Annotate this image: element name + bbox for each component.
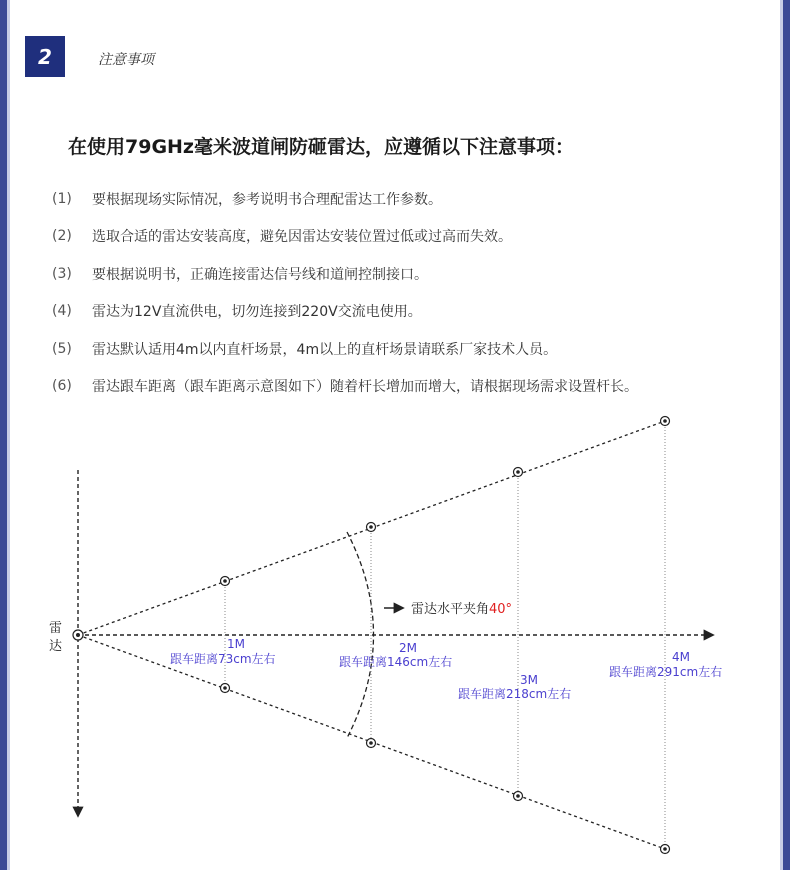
note-index: (1) (52, 190, 72, 207)
note-text: 雷达跟车距离（跟车距离示意图如下）随着杆长增加而增大，请根据现场需求设置杆长。 (92, 379, 638, 396)
marker-follow-label: 跟车距离73cm左右 (170, 652, 276, 666)
note-index: (6) (52, 378, 72, 395)
radar-origin-node (73, 630, 83, 640)
note-text: 要根据现场实际情况，参考说明书合理配雷达工作参数。 (92, 191, 442, 208)
note-text: 雷达默认适用4m以内直杆场景，4m以上的直杆场景请联系厂家技术人员。 (92, 341, 558, 358)
radar-label-bottom: 达 (49, 639, 63, 654)
follow-distance-diagram (0, 400, 790, 870)
note-index: (3) (52, 265, 72, 282)
note-text: 选取合适的雷达安装高度，避免因雷达安装位置过低或过高而失效。 (92, 229, 512, 246)
section-title: 注意事项 (98, 52, 154, 68)
note-item (52, 218, 638, 256)
note-index: (4) (52, 303, 72, 320)
beam-node (514, 792, 523, 801)
notes-list (52, 180, 638, 405)
beam-node (367, 523, 376, 532)
marker-follow-label: 跟车距离218cm左右 (458, 687, 572, 701)
angle-label (411, 601, 512, 617)
beam-node (221, 577, 230, 586)
section-number-badge: 2 (25, 36, 65, 77)
page-heading: 在使用79GHz毫米波道闸防砸雷达，应遵循以下注意事项： (68, 136, 574, 158)
note-text: 雷达为12V直流供电，切勿连接到220V交流电使用。 (92, 304, 422, 321)
note-item (52, 293, 638, 331)
beam-node (221, 684, 230, 693)
marker-distance-label: 4M (672, 650, 690, 664)
note-text: 要根据说明书，正确连接雷达信号线和道闸控制接口。 (92, 266, 428, 283)
marker-follow-label: 跟车距离146cm左右 (339, 655, 453, 669)
note-index: (2) (52, 228, 72, 245)
marker-distance-label: 2M (399, 641, 417, 655)
note-item (52, 330, 638, 368)
beam-node (661, 417, 670, 426)
marker-distance-label: 3M (520, 673, 538, 687)
marker-follow-label: 跟车距离291cm左右 (609, 665, 723, 679)
note-item (52, 180, 638, 218)
radar-label-top: 雷 (49, 621, 63, 636)
beam-node (514, 468, 523, 477)
angle-label-text: 雷达水平夹角 (411, 602, 490, 617)
note-index: (5) (52, 340, 72, 357)
beam-node (661, 845, 670, 854)
marker-distance-label: 1M (227, 637, 245, 651)
angle-value: 40° (489, 602, 513, 617)
beam-node (367, 739, 376, 748)
note-item (52, 255, 638, 293)
